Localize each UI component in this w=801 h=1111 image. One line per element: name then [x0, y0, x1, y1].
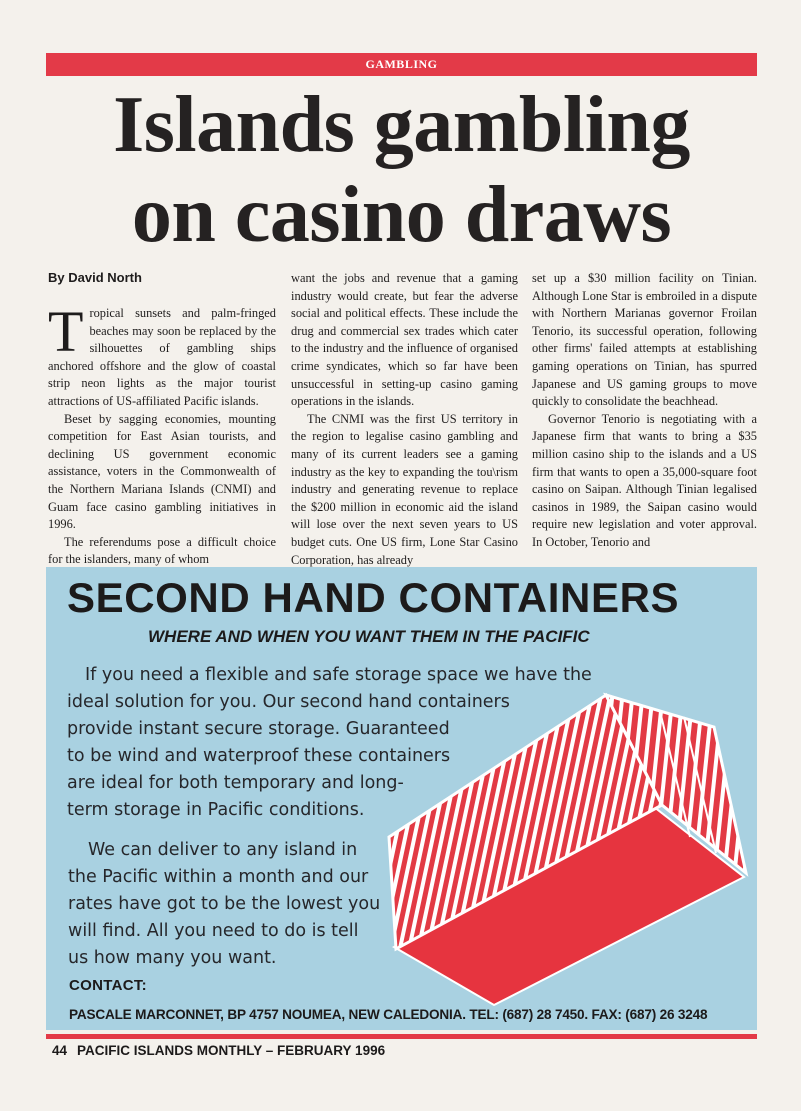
byline: By David North [48, 270, 142, 285]
headline-line-2: on casino draws [131, 171, 672, 259]
page-footer [52, 1043, 385, 1058]
drop-cap: T [48, 299, 84, 364]
contact-details: PASCALE MARCONNET, BP 4757 NOUMEA, NEW CALEDONIA. TEL: (687) 28 7450. FAX: (687) 26 3248 [69, 1007, 708, 1022]
article-paragraph: The CNMI was the first US territory in the region to legalise casino gambling and many of its current leaders see a gaming industry as the key to expanding the tou\rism industry and generating revenue to replace the $200 million in economic aid the island will lose over the next seven years to US budget cuts. One US firm, Lone Star Casino Corporation, has already [291, 411, 518, 567]
ad-title: SECOND HAND CONTAINERS [67, 574, 680, 621]
ad-paragraph-1: If you need a flexible and safe storage space we have the ideal solution for you. Our second hand containers provide instant secure storage. Guaranteed to be wind and waterproof these containers are ideal for both temporary and long- term storage in Pacific conditions. [67, 665, 592, 820]
headline-line-1: Islands gambling [113, 81, 690, 169]
article-paragraph: Beset by sagging economies, mounting competition for East Asian tourists, and declining US government economic assistance, voters in the Commonwealth of the Northern Mariana Islands (CNMI) and Guam face casino gambling initiatives in 1996. [48, 411, 276, 532]
article-paragraph: want the jobs and revenue that a gaming industry would create, but fear the adverse social and political effects. These include the drug and commercial sex trades which cater to the industry and the influence of organised crime syndicates, which so far have been unsuccessful in setting-up casino gaming operations in the islands. [291, 271, 518, 409]
article-paragraph: Governor Tenorio is negotiating with a Japanese firm that wants to bring a $35 million casino ship to the islands and a US firm that wants to open a 35,000-square foot casino on Saipan. Although Tinian legalised casinos in 1989, the Saipan casino would require new legislation and voter approval. In October, Tenorio and [532, 411, 757, 549]
ad-subtitle: WHERE AND WHEN YOU WANT THEM IN THE PACIFIC [148, 627, 590, 646]
article-paragraph: Tropical sunsets and palm-fringed beaches may soon be replaced by the silhouettes of gambling ships anchored offshore and the glow of coastal strip neon lights as the major tourist attractions of US-affiliated Pacific islands. [48, 299, 276, 408]
article-column-1 [48, 270, 276, 569]
ad-paragraph-2: We can deliver to any island in the Pacific within a month and our rates have got to be the lowest you will find. All you need to do is tell us how many you want. [68, 840, 381, 968]
article-paragraph: The referendums pose a difficult choice for the islanders, many of whom [48, 534, 276, 567]
container-advertisement [46, 567, 757, 1030]
headline [46, 80, 757, 260]
article-paragraph: set up a $30 million facility on Tinian. Although Lone Star is embroiled in a dispute with Northern Marianas governor Froilan Tenorio, its successful operation, following other firms' failed attempts at establishing gaming operations on Tinian, has spurred Japanese and US gaming groups to move quickly to consolidate the beachhead. [532, 271, 757, 409]
page-number: 44 [52, 1043, 68, 1058]
footer-rule [46, 1034, 757, 1039]
article-column-3 [532, 270, 757, 552]
publication-line: PACIFIC ISLANDS MONTHLY – FEBRUARY 1996 [77, 1043, 386, 1058]
article-column-2 [291, 270, 518, 569]
contact-label: CONTACT: [69, 977, 147, 994]
section-label: GAMBLING [46, 53, 757, 76]
